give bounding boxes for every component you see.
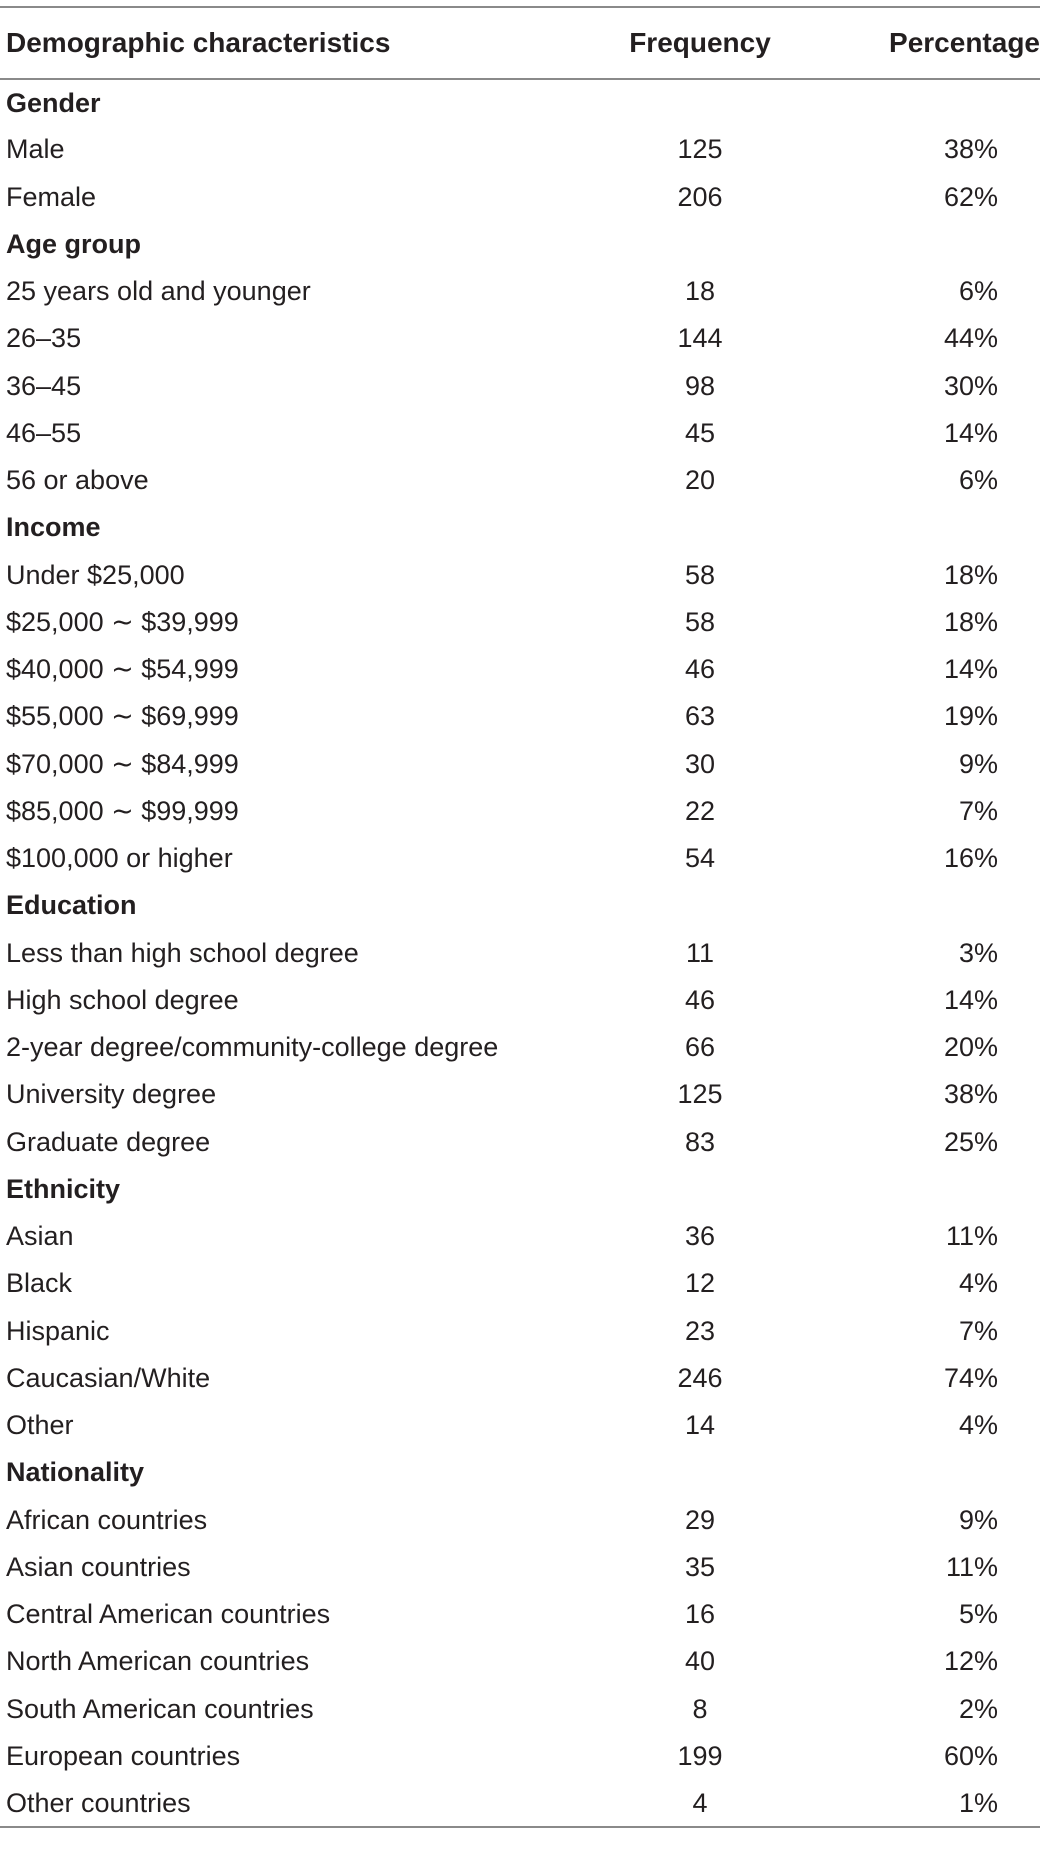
table-row bbox=[0, 788, 1040, 835]
frequency-cell: 22 bbox=[684, 795, 716, 826]
table-row bbox=[0, 1591, 1040, 1638]
group-label: Nationality bbox=[6, 1457, 145, 1488]
row-label: Other bbox=[6, 1410, 74, 1441]
row-label: Central American countries bbox=[6, 1599, 331, 1630]
frequency-cell: 199 bbox=[677, 1740, 723, 1771]
group-header-row bbox=[0, 1449, 1040, 1496]
group-header-row bbox=[0, 221, 1040, 268]
demographics-table bbox=[0, 6, 1040, 1828]
row-label: North American countries bbox=[6, 1646, 310, 1677]
row-label: Asian countries bbox=[6, 1551, 191, 1582]
percentage-cell: 16% bbox=[943, 843, 998, 874]
frequency-cell bbox=[610, 1449, 790, 1496]
percentage-cell: 20% bbox=[943, 1032, 998, 1063]
header-demographic-characteristics: Demographic characteristics bbox=[0, 7, 610, 79]
row-label: 36–45 bbox=[6, 370, 82, 401]
group-label: Ethnicity bbox=[6, 1173, 121, 1204]
row-label: $55,000 ∼ $69,999 bbox=[6, 701, 239, 732]
frequency-cell: 63 bbox=[684, 701, 716, 732]
percentage-cell: 6% bbox=[958, 465, 998, 496]
percentage-cell: 74% bbox=[943, 1362, 998, 1393]
row-label: Female bbox=[6, 181, 97, 212]
group-label: Education bbox=[6, 890, 137, 921]
frequency-cell bbox=[610, 221, 790, 268]
frequency-cell: 98 bbox=[684, 370, 716, 401]
percentage-cell: 60% bbox=[943, 1740, 998, 1771]
group-header-row bbox=[0, 882, 1040, 929]
table-row bbox=[0, 646, 1040, 693]
group-label: Age group bbox=[6, 228, 141, 259]
table-row bbox=[0, 174, 1040, 221]
percentage-cell: 62% bbox=[943, 181, 998, 212]
table-row bbox=[0, 1686, 1040, 1733]
table-row bbox=[0, 1544, 1040, 1591]
percentage-cell: 11% bbox=[945, 1221, 998, 1252]
table-row bbox=[0, 1638, 1040, 1685]
table-row bbox=[0, 977, 1040, 1024]
percentage-cell bbox=[790, 1166, 1040, 1213]
frequency-cell: 30 bbox=[684, 748, 716, 779]
table-row bbox=[0, 126, 1040, 173]
frequency-cell: 83 bbox=[684, 1126, 716, 1157]
table-row bbox=[0, 315, 1040, 362]
percentage-cell: 38% bbox=[943, 1079, 998, 1110]
table-row bbox=[0, 1024, 1040, 1071]
percentage-cell: 4% bbox=[958, 1410, 998, 1441]
row-label: $70,000 ∼ $84,999 bbox=[6, 748, 239, 779]
row-label: 46–55 bbox=[6, 417, 82, 448]
table-row bbox=[0, 1119, 1040, 1166]
row-label: 25 years old and younger bbox=[6, 276, 311, 307]
row-label: $100,000 or higher bbox=[6, 843, 233, 874]
percentage-cell: 14% bbox=[943, 654, 998, 685]
group-header-row bbox=[0, 504, 1040, 551]
group-header-row bbox=[0, 1166, 1040, 1213]
table-row bbox=[0, 741, 1040, 788]
row-label: Male bbox=[6, 134, 65, 165]
row-label: 26–35 bbox=[6, 323, 82, 354]
percentage-cell: 18% bbox=[943, 606, 998, 637]
frequency-cell: 16 bbox=[684, 1599, 716, 1630]
frequency-cell: 54 bbox=[684, 843, 716, 874]
table-row bbox=[0, 1497, 1040, 1544]
table-row bbox=[0, 363, 1040, 410]
table-row bbox=[0, 457, 1040, 504]
table-row bbox=[0, 693, 1040, 740]
frequency-cell: 125 bbox=[677, 1079, 723, 1110]
percentage-cell: 9% bbox=[958, 748, 998, 779]
header-row bbox=[0, 7, 1040, 79]
table-row bbox=[0, 1213, 1040, 1260]
percentage-cell: 4% bbox=[958, 1268, 998, 1299]
table-row bbox=[0, 552, 1040, 599]
table-row bbox=[0, 1071, 1040, 1118]
table-row bbox=[0, 1733, 1040, 1780]
frequency-cell: 58 bbox=[684, 606, 716, 637]
row-label: African countries bbox=[6, 1504, 208, 1535]
percentage-cell bbox=[790, 882, 1040, 929]
frequency-cell: 12 bbox=[684, 1268, 716, 1299]
percentage-cell bbox=[790, 79, 1040, 126]
frequency-cell bbox=[610, 79, 790, 126]
percentage-cell: 14% bbox=[943, 417, 998, 448]
row-label: 56 or above bbox=[6, 465, 149, 496]
frequency-cell: 35 bbox=[684, 1551, 716, 1582]
table-row bbox=[0, 1260, 1040, 1307]
row-label: Caucasian/White bbox=[6, 1362, 211, 1393]
percentage-cell: 18% bbox=[943, 559, 998, 590]
demographics-table-container bbox=[0, 6, 1040, 1828]
frequency-cell: 206 bbox=[677, 181, 723, 212]
row-label: $25,000 ∼ $39,999 bbox=[6, 606, 239, 637]
percentage-cell: 6% bbox=[958, 276, 998, 307]
row-label: Black bbox=[6, 1268, 73, 1299]
table-row bbox=[0, 1402, 1040, 1449]
table-row bbox=[0, 835, 1040, 882]
percentage-cell: 11% bbox=[945, 1551, 998, 1582]
table-row bbox=[0, 1308, 1040, 1355]
row-label: $85,000 ∼ $99,999 bbox=[6, 795, 239, 826]
table-row bbox=[0, 410, 1040, 457]
percentage-cell bbox=[790, 1449, 1040, 1496]
frequency-cell: 66 bbox=[684, 1032, 716, 1063]
group-header-row bbox=[0, 79, 1040, 126]
percentage-cell: 14% bbox=[943, 984, 998, 1015]
percentage-cell bbox=[790, 504, 1040, 551]
row-label: $40,000 ∼ $54,999 bbox=[6, 654, 239, 685]
row-label: Less than high school degree bbox=[6, 937, 359, 968]
percentage-cell: 44% bbox=[943, 323, 998, 354]
row-label: High school degree bbox=[6, 984, 239, 1015]
percentage-cell: 7% bbox=[958, 795, 998, 826]
table-row bbox=[0, 1355, 1040, 1402]
frequency-cell: 46 bbox=[684, 654, 716, 685]
percentage-cell: 1% bbox=[790, 1780, 1040, 1827]
table-row bbox=[0, 1780, 1040, 1827]
percentage-cell: 38% bbox=[943, 134, 998, 165]
frequency-cell: 125 bbox=[677, 134, 723, 165]
frequency-cell: 40 bbox=[684, 1646, 716, 1677]
table-body bbox=[0, 79, 1040, 1827]
percentage-cell: 7% bbox=[958, 1315, 998, 1346]
frequency-cell: 23 bbox=[684, 1315, 716, 1346]
frequency-cell bbox=[610, 504, 790, 551]
row-label: Other countries bbox=[0, 1780, 610, 1827]
row-label: European countries bbox=[6, 1740, 241, 1771]
table-row bbox=[0, 930, 1040, 977]
row-label: Graduate degree bbox=[6, 1126, 211, 1157]
frequency-cell: 45 bbox=[684, 417, 716, 448]
percentage-cell: 9% bbox=[958, 1504, 998, 1535]
group-label: Income bbox=[6, 512, 101, 543]
frequency-cell: 29 bbox=[684, 1504, 716, 1535]
group-label: Gender bbox=[6, 87, 101, 118]
row-label: Asian bbox=[6, 1221, 74, 1252]
frequency-cell: 8 bbox=[692, 1693, 708, 1724]
frequency-cell: 246 bbox=[677, 1362, 723, 1393]
row-label: South American countries bbox=[6, 1693, 314, 1724]
row-label: Hispanic bbox=[6, 1315, 110, 1346]
header-percentage: Percentage bbox=[790, 7, 1040, 79]
percentage-cell: 30% bbox=[943, 370, 998, 401]
table-row bbox=[0, 599, 1040, 646]
frequency-cell: 58 bbox=[684, 559, 716, 590]
header-frequency: Frequency bbox=[610, 7, 790, 79]
frequency-cell: 4 bbox=[610, 1780, 790, 1827]
row-label: 2-year degree/community-college degree bbox=[6, 1032, 499, 1063]
percentage-cell: 25% bbox=[943, 1126, 998, 1157]
frequency-cell: 36 bbox=[684, 1221, 716, 1252]
percentage-cell bbox=[790, 221, 1040, 268]
percentage-cell: 19% bbox=[943, 701, 998, 732]
frequency-cell: 20 bbox=[684, 465, 716, 496]
percentage-cell: 5% bbox=[958, 1599, 998, 1630]
row-label: Under $25,000 bbox=[6, 559, 185, 590]
percentage-cell: 2% bbox=[958, 1693, 998, 1724]
frequency-cell: 144 bbox=[677, 323, 723, 354]
table-header bbox=[0, 7, 1040, 79]
percentage-cell: 12% bbox=[943, 1646, 998, 1677]
frequency-cell: 46 bbox=[684, 984, 716, 1015]
frequency-cell: 18 bbox=[684, 276, 716, 307]
frequency-cell: 14 bbox=[684, 1410, 716, 1441]
percentage-cell: 3% bbox=[958, 937, 998, 968]
frequency-cell bbox=[610, 1166, 790, 1213]
frequency-cell bbox=[610, 882, 790, 929]
row-label: University degree bbox=[6, 1079, 217, 1110]
table-row bbox=[0, 268, 1040, 315]
frequency-cell: 11 bbox=[685, 937, 715, 968]
